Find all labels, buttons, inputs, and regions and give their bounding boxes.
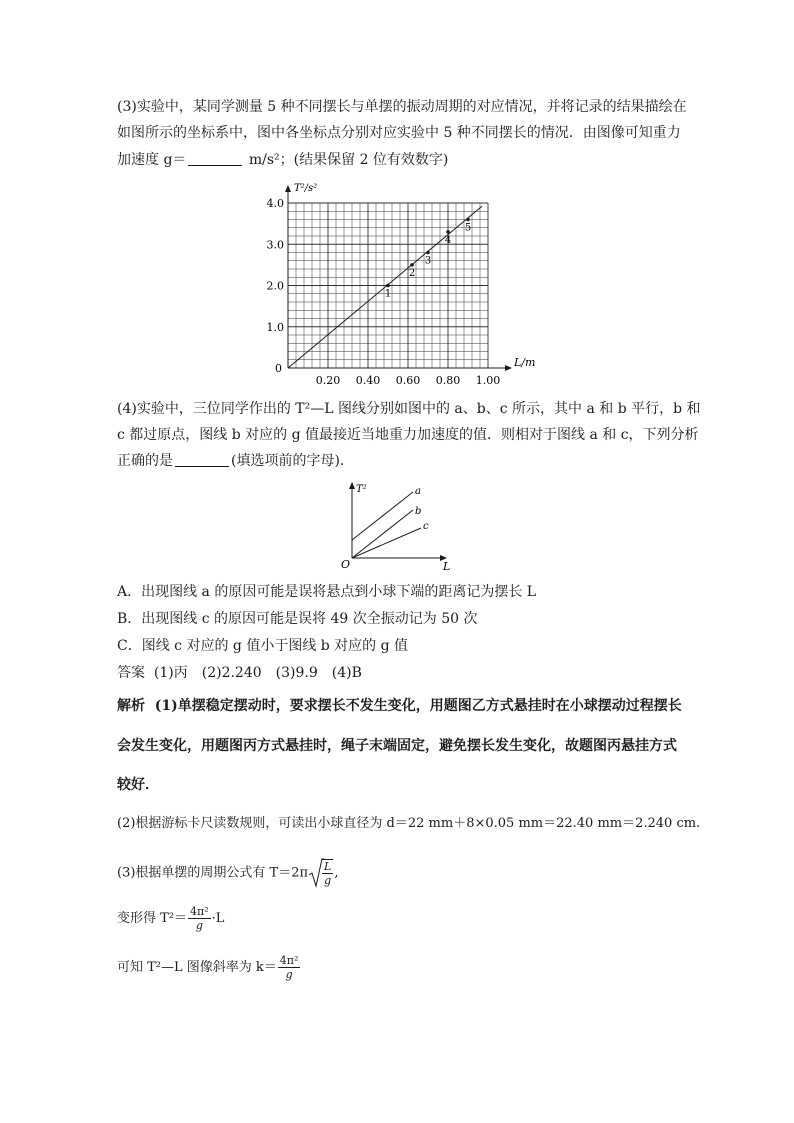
analysis-p3: (3)根据单摆的周期公式有 T＝2π $\frac{L}{g}$ , [117, 860, 339, 887]
q4-line-3 [117, 451, 354, 471]
p4-denominator: g [195, 919, 203, 932]
diagram-line-c [352, 528, 421, 558]
analysis-p4-text: 变形得 T²＝ [117, 911, 188, 926]
sqrt-den: g [324, 874, 332, 887]
chart-points [385, 218, 471, 300]
data-point [410, 263, 414, 267]
p4-numerator: 4π² [190, 905, 209, 918]
p5-numerator: 4π² [279, 954, 299, 967]
x-tick-label: 0.60 [395, 374, 421, 387]
data-point-label: 2 [408, 267, 416, 279]
origin-label: 0 [275, 362, 282, 375]
analysis-p4-post: ·L [211, 911, 225, 926]
analysis-p1-line-3: 较好． [117, 777, 159, 793]
data-point-label: 5 [464, 222, 472, 234]
data-point-label: 1 [384, 288, 392, 300]
diagram-line-b [352, 510, 413, 558]
analysis-p5 [117, 954, 301, 981]
answer-blank-g[interactable] [188, 151, 242, 166]
fit-line [288, 206, 482, 368]
q3-line-2: 如图所示的坐标系中，图中各坐标点分别对应实验中 5 种不同摆长的情况．由图像可知重力 [117, 125, 681, 141]
analysis-p3-text: (3)根据单摆的周期公式有 T＝2π [117, 865, 309, 881]
x-tick-label: 0.80 [435, 374, 461, 387]
data-point-label: 3 [424, 255, 432, 267]
diagram-y-label: T² [356, 484, 367, 495]
diagram-label-a: a [415, 486, 421, 497]
t2-vs-l-chart [255, 178, 536, 388]
q3-line-1: (3)实验中，某同学测量 5 种不同摆长与单摆的振动周期的对应情况，并将记录的结果描绘在 [117, 99, 687, 115]
y-tick-label: 1.0 [266, 320, 284, 334]
q4-line-1: (4)实验中，三位同学作出的 T²—L 图线分别如图中的 a、b、c 所示，其中 a 和 b 平行，b 和 [117, 401, 701, 417]
option-a: A．出现图线 a 的原因可能是误将悬点到小球下端的距离记为摆长 L [117, 584, 537, 600]
q3-line-3-pre: 加速度 g＝ [117, 152, 187, 168]
sqrt-l-over-g [308, 858, 334, 888]
q3-line-3 [117, 150, 448, 170]
diagram-x-label: L [443, 560, 451, 573]
analysis-p4 [117, 905, 224, 932]
diagram-y-arrow [349, 482, 355, 489]
y-axis-arrow [285, 185, 291, 192]
y-tick-label: 2.0 [266, 279, 284, 293]
y-axis-label: T²/s² [294, 183, 318, 194]
answer-text: (1)丙 (2)2.240 (3)9.9 (4)B [153, 665, 362, 681]
q4-line-2: c 都过原点，图线 b 对应的 g 值最接近当地重力加速度的值．则相对于图线 a 和 c，下列分析 [117, 427, 699, 443]
answer-label: 答案 [117, 665, 145, 681]
x-tick-label: 0.40 [355, 374, 381, 387]
x-tick-label: 1.00 [475, 374, 501, 387]
analysis-p1-text-1: (1)单摆稳定摆动时，要求摆长不发生变化，用题图乙方式悬挂时在小球摆动过程摆长 [154, 698, 682, 714]
analysis-p1-line-2: 会发生变化，用题图丙方式悬挂时，绳子末端固定，避免摆长发生变化，故题图丙悬挂方式 [117, 738, 677, 754]
data-point [466, 218, 470, 222]
analysis-p2: (2)根据游标卡尺读数规则，可读出小球直径为 d＝22 mm＋8×0.05 mm＝22.40 mm＝2.240 cm. [117, 816, 701, 831]
data-point [386, 284, 390, 288]
option-b: B．出现图线 c 的原因可能是误将 49 次全振动记为 50 次 [117, 611, 478, 627]
x-axis-arrow [505, 365, 512, 371]
x-axis-label: L/m [514, 356, 536, 369]
sqrt-num: L [324, 860, 332, 873]
diagram-label-b: b [415, 506, 422, 517]
analysis-p1-line-1 [117, 696, 682, 716]
p5-fraction [278, 954, 301, 981]
diagram-label-c: c [423, 521, 429, 532]
option-c: C．图线 c 对应的 g 值小于图线 b 对应的 g 值 [117, 638, 409, 654]
diagram-line-a [352, 492, 413, 540]
analysis-p5-text: 可知 T²—L 图像斜率为 k＝ [117, 960, 277, 975]
analysis-label: 解析 [117, 698, 145, 714]
q4-line-3-pre: 正确的是 [117, 453, 173, 469]
y-tick-label: 3.0 [266, 238, 284, 252]
data-point [446, 230, 450, 234]
y-tick-label: 4.0 [266, 197, 284, 210]
x-tick-label: 0.20 [315, 374, 341, 387]
answer-line [117, 663, 362, 683]
diagram-origin: O [341, 558, 351, 571]
data-point [426, 251, 430, 255]
chart-labels [267, 183, 536, 387]
p4-fraction [188, 905, 211, 932]
p5-denominator: g [285, 968, 293, 981]
q4-line-3-post: (填选项前的字母)． [231, 453, 354, 469]
answer-blank-choice[interactable] [175, 452, 229, 467]
abc-lines-diagram [335, 478, 460, 573]
chart-fit-line [288, 206, 482, 368]
q3-line-3-post: m/s²；(结果保留 2 位有效数字) [244, 152, 449, 168]
data-point-label: 4 [444, 234, 452, 246]
